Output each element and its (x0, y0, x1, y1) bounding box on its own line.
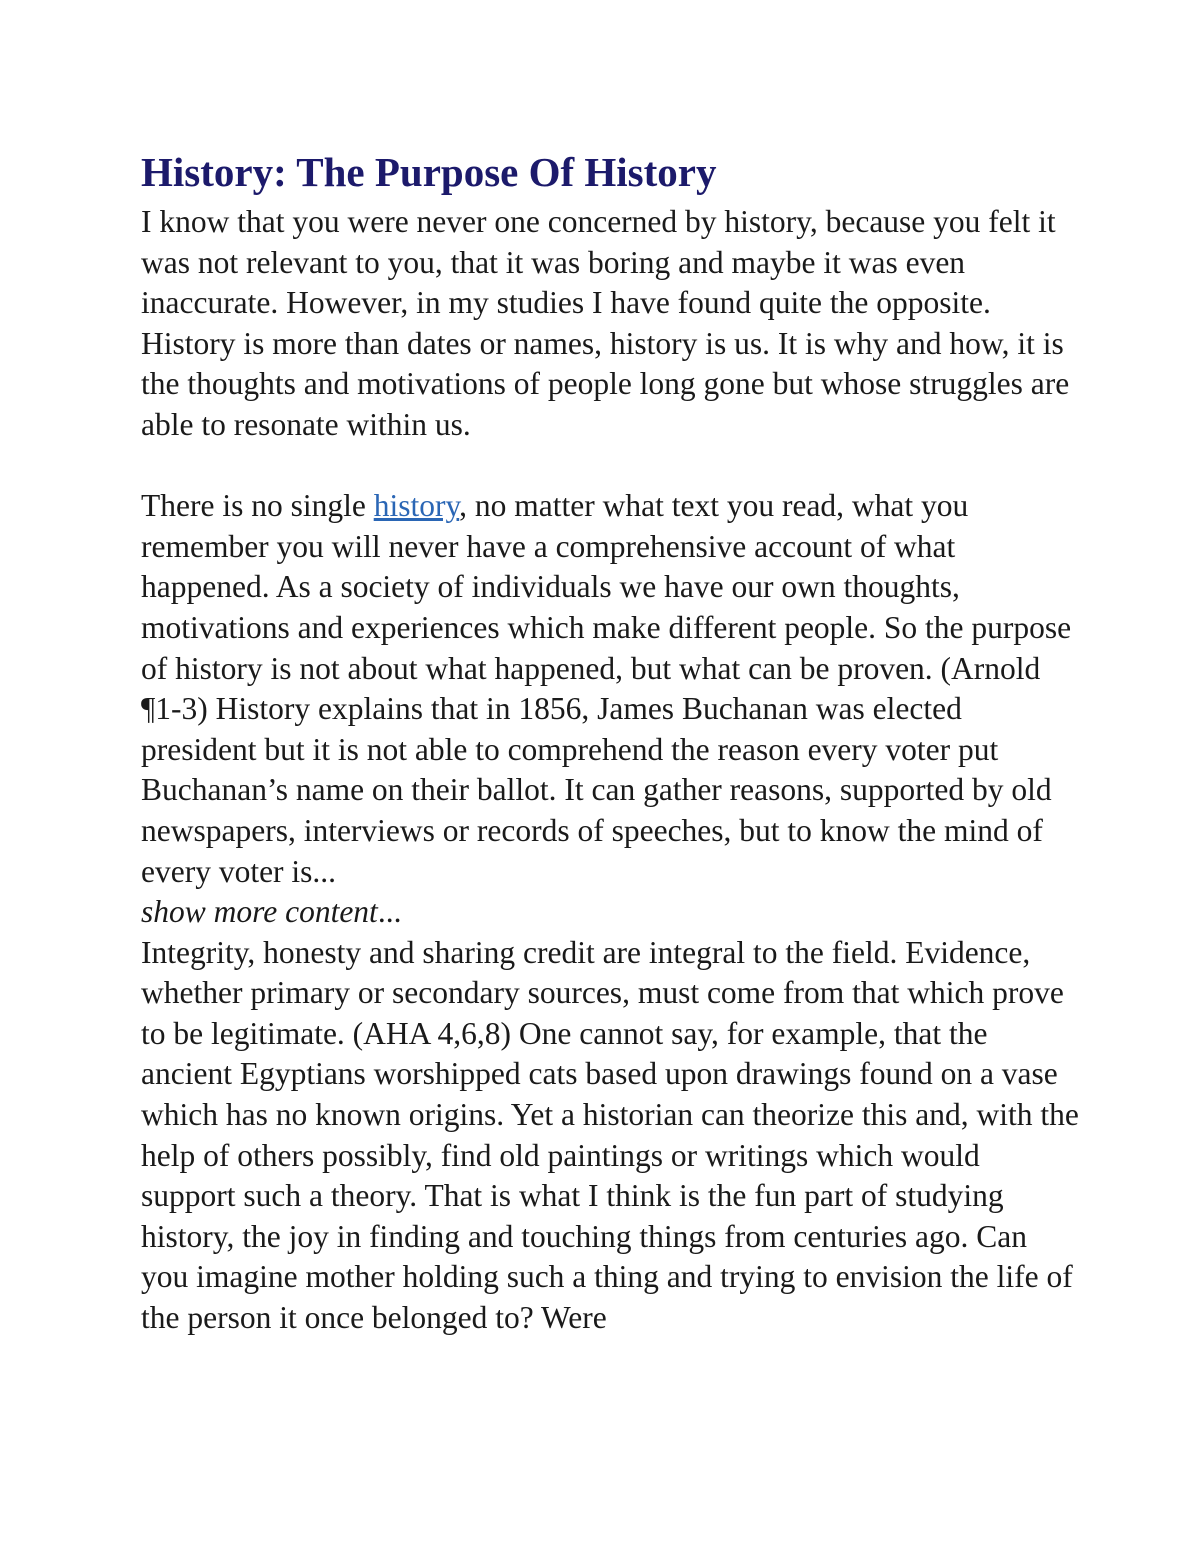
history-link[interactable]: history (373, 488, 460, 524)
document-page (141, 146, 1081, 1339)
paragraph-text-after-link: , no matter what text you read, what you remember you will never have a comprehensive account of what happened. As a society of individuals we have our own thoughts, motivations and experiences which make different people. So the purpose of history is not about what happened, but what can be proven. (Arnold ¶1-3) History explains that in 1856, James Buchanan was elected president but it is not able to comprehend the reason every voter put Buchanan’s name on their ballot. It can gather reasons, supported by old newspapers, interviews or records of speeches, but to know the mind of every voter is... (141, 488, 1072, 889)
paragraph-intro: I know that you were never one concerned by history, because you felt it was not relevant to you, that it was boring and maybe it was even inaccurate. However, in my studies I have found quite the opposite. History is more than dates or names, history is us. It is why and how, it is the thoughts and motivations of people long gone but whose struggles are able to resonate within us. (141, 204, 1070, 442)
show-more-content-link[interactable]: show more content (141, 894, 378, 930)
paragraph-integrity: Integrity, honesty and sharing credit are integral to the field. Evidence, whether primary or secondary sources, must come from that which prove to be legitimate. (AHA 4,6,8) One cannot say, for example, that the ancient Egyptians worshipped cats based upon drawings found on a vase which has no known origins. Yet a historian can theorize this and, with the help of others possibly, find old paintings or writings which would support such a theory. That is what I think is the fun part of studying history, the joy in finding and touching things from centuries ago. Can you imagine mother holding such a thing and trying to envision the life of the person it once belonged to? Were (141, 934, 1079, 1336)
show-more-ellipsis: ... (377, 894, 402, 930)
show-more-row (141, 892, 1081, 933)
page-title: History: The Purpose Of History (141, 149, 717, 195)
paragraph-history-purpose (141, 486, 1081, 892)
paragraph-spacer (141, 446, 1081, 487)
paragraph-text-before-link: There is no single (141, 488, 374, 524)
